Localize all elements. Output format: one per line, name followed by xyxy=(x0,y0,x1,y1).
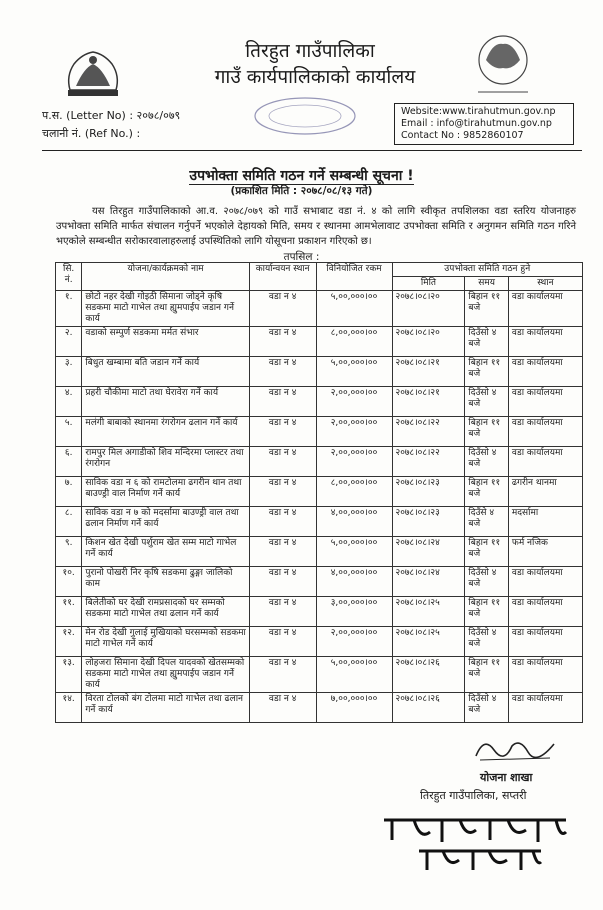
cell-name: लोहजरा सिमाना देखी दिपल यादवको खेतसम्मको सडकमा माटो गाभेल तथा ह्युमपाईप जडान गर्ने कार्य xyxy=(82,657,250,693)
projects-table xyxy=(55,262,583,723)
cell-location: वडा न ४ xyxy=(249,507,316,537)
cell-date: २०७८।०८।२५ xyxy=(392,597,465,627)
cell-location: वडा न ४ xyxy=(249,537,316,567)
cell-date: २०७८।०८।२६ xyxy=(392,657,465,693)
cell-time: दिउँसो ४ बजे xyxy=(465,567,508,597)
cell-sn: १. xyxy=(56,291,82,327)
cell-place: वडा कार्यालयमा xyxy=(508,387,582,417)
cell-date: २०७८।०८।२३ xyxy=(392,477,465,507)
cell-location: वडा न ४ xyxy=(249,567,316,597)
cell-amount: २,००,०००।०० xyxy=(316,627,392,657)
cell-place: वडा कार्यालयमा xyxy=(508,627,582,657)
cell-sn: ७. xyxy=(56,477,82,507)
cell-place: वडा कार्यालयमा xyxy=(508,291,582,327)
table-row xyxy=(56,567,583,597)
cell-name: किशन खेत देखी पर्शुराम खेत सम्म माटो गाभेल गर्ने कार्य xyxy=(82,537,250,567)
cell-location: वडा न ४ xyxy=(249,327,316,357)
cell-place: वडा कार्यालयमा xyxy=(508,447,582,477)
cell-location: वडा न ४ xyxy=(249,357,316,387)
published-date: (प्रकाशित मिति : २०७८/०८/१३ गते) xyxy=(230,185,373,197)
cell-time: बिहान ११ बजे xyxy=(465,291,508,327)
cell-sn: १२. xyxy=(56,627,82,657)
cell-name: विरता टोलको बंग टोलमा माटो गाभेल तथा ढलान गर्ने कार्य xyxy=(82,693,250,723)
table-row xyxy=(56,291,583,327)
cell-location: वडा न ४ xyxy=(249,693,316,723)
cell-sn: १३. xyxy=(56,657,82,693)
contact-box xyxy=(394,103,574,145)
cell-amount: ५,००,०००।०० xyxy=(316,291,392,327)
cell-time: दिउँसो ४ बजे xyxy=(465,387,508,417)
cell-place: फर्म नजिक xyxy=(508,537,582,567)
cell-name: साविक वडा न ६ को रामटोलमा ढगरीन थान तथा बाउण्ड्री वाल निर्माण गर्ने कार्य xyxy=(82,477,250,507)
cell-amount: २,००,०००।०० xyxy=(316,447,392,477)
cell-amount: २,००,०००।०० xyxy=(316,417,392,447)
cell-sn: ११. xyxy=(56,597,82,627)
cell-place: ढगरीन थानमा xyxy=(508,477,582,507)
header-time: समय xyxy=(465,277,508,291)
cell-time: बिहान ११ बजे xyxy=(465,477,508,507)
details-label: तपसिल : xyxy=(283,251,320,263)
office-subtitle: गाउँ कार्यपालिकाको कार्यालय xyxy=(214,66,416,88)
notice-title xyxy=(0,166,603,185)
cell-place: वडा कार्यालयमा xyxy=(508,567,582,597)
cell-location: वडा न ४ xyxy=(249,627,316,657)
cell-place: वडा कार्यालयमा xyxy=(508,693,582,723)
cell-time: दिउँसे ४ बजे xyxy=(465,507,508,537)
table-row xyxy=(56,657,583,693)
cell-date: २०७८।०८।२० xyxy=(392,291,465,327)
cell-amount: ४,००,०००।०० xyxy=(316,507,392,537)
header-name: योजना/कार्यक्रमको नाम xyxy=(82,263,250,291)
header-date: मिति xyxy=(392,277,465,291)
cell-sn: ३. xyxy=(56,357,82,387)
cell-location: वडा न ४ xyxy=(249,291,316,327)
cell-time: बिहान ११ बजे xyxy=(465,657,508,693)
cell-location: वडा न ४ xyxy=(249,657,316,693)
municipality-title: तिरहुत गाउँपालिका xyxy=(245,40,375,62)
cell-amount: ५,००,०००।०० xyxy=(316,537,392,567)
handwritten-department-icon xyxy=(415,844,545,874)
cell-amount: ७,००,०००।०० xyxy=(316,693,392,723)
email-text: Email : info@tirahutmun.gov.np xyxy=(401,118,552,129)
cell-sn: १४. xyxy=(56,693,82,723)
cell-date: २०७८।०८।२२ xyxy=(392,417,465,447)
cell-name: बिलेतीको घर देखी रामप्रसादको घर सम्मको सडकमा माटो गाभेल तथा ढलान गर्ने कार्य xyxy=(82,597,250,627)
signature-office: तिरहुत गाउँपालिका, सप्तरी xyxy=(420,789,527,802)
cell-amount: ५,००,०००।०० xyxy=(316,657,392,693)
cell-name: बिधुत खम्बामा बति जडान गर्ने कार्य xyxy=(82,357,250,387)
cell-name: पुरानो पोखरी निर कृषि सडकमा ढुङ्गा जालिको काम xyxy=(82,567,250,597)
cell-date: २०७८।०८।२४ xyxy=(392,567,465,597)
header-location: कार्यान्वयन स्थान xyxy=(249,263,316,291)
cell-date: २०७८।०८।२१ xyxy=(392,387,465,417)
cell-name: मेन रोड देखी गुलाई मुखियाको घरसम्मको सडकमा माटो गाभेल गर्ने कार्य xyxy=(82,627,250,657)
cell-name: प्रहरी चौकीमा माटो तथा घेरावेरा गर्ने कार्य xyxy=(82,387,250,417)
cell-location: वडा न ४ xyxy=(249,477,316,507)
cell-time: बिहान ११ बजे xyxy=(465,597,508,627)
table-row xyxy=(56,357,583,387)
notice-title-text: उपभोक्ता समिति गठन गर्ने सम्बन्धी सूचना ! xyxy=(189,168,414,184)
cell-date: २०७८।०८।२२ xyxy=(392,447,465,477)
cell-sn: २. xyxy=(56,327,82,357)
header-amount: विनियोजित रकम xyxy=(316,263,392,291)
cell-name: मलंगी बाबाको स्थानमा रंगरोगन ढलान गर्ने कार्य xyxy=(82,417,250,447)
cell-sn: ४. xyxy=(56,387,82,417)
cell-amount: ५,००,०००।०० xyxy=(316,357,392,387)
nepal-emblem-icon xyxy=(62,46,124,102)
cell-date: २०७८।०८।२१ xyxy=(392,357,465,387)
contact-number-text: Contact No : 9852860107 xyxy=(401,130,524,141)
table-row xyxy=(56,447,583,477)
cell-sn: ९. xyxy=(56,537,82,567)
cell-time: बिहान ११ बजे xyxy=(465,537,508,567)
cell-date: २०७८।०८।२० xyxy=(392,327,465,357)
office-stamp-icon xyxy=(250,95,360,137)
cell-amount: ४,००,०००।०० xyxy=(316,567,392,597)
cell-time: दिउँसो ४ बजे xyxy=(465,627,508,657)
cell-location: वडा न ४ xyxy=(249,597,316,627)
cell-amount: ३,००,०००।०० xyxy=(316,597,392,627)
signature-department: योजना शाखा xyxy=(480,771,533,784)
cell-date: २०७८।०८।२४ xyxy=(392,537,465,567)
cell-location: वडा न ४ xyxy=(249,447,316,477)
cell-place: वडा कार्यालयमा xyxy=(508,657,582,693)
cell-time: बिहान ११ बजे xyxy=(465,357,508,387)
cell-place: वडा कार्यालयमा xyxy=(508,327,582,357)
cell-date: २०७८।०८।२३ xyxy=(392,507,465,537)
cell-sn: ६. xyxy=(56,447,82,477)
reference-number: चलानी नं. (Ref No.) : xyxy=(42,127,141,140)
cell-place: वडा कार्यालयमा xyxy=(508,417,582,447)
cell-sn: १०. xyxy=(56,567,82,597)
cell-location: वडा न ४ xyxy=(249,417,316,447)
cell-time: बिहान ११ बजे xyxy=(465,417,508,447)
municipality-logo-icon xyxy=(468,30,538,102)
table-row xyxy=(56,417,583,447)
cell-name: वडाको सम्पुर्ण सडकमा मर्मत संभार xyxy=(82,327,250,357)
header-place: स्थान xyxy=(508,277,582,291)
table-row xyxy=(56,693,583,723)
cell-name: छोटो नहर देखी गोइठी सिमाना जोड्ने कृषि सडकमा माटो गाभेल तथा ह्युमपाईप जडान गर्ने कार्य xyxy=(82,291,250,327)
table-row xyxy=(56,327,583,357)
website-text: Website:www.tirahutmun.gov.np xyxy=(401,106,556,117)
header-committee-group: उपभोक्ता समिति गठन हुने xyxy=(392,263,582,277)
signature-scribble-icon xyxy=(470,732,560,766)
cell-amount: ८,००,०००।०० xyxy=(316,477,392,507)
table-row xyxy=(56,507,583,537)
cell-place: वडा कार्यालयमा xyxy=(508,357,582,387)
cell-time: दिउँसो ४ बजे xyxy=(465,447,508,477)
cell-location: वडा न ४ xyxy=(249,387,316,417)
letter-number: प.स. (Letter No) : २०७८/०७९ xyxy=(42,109,181,122)
cell-time: दिउँसो ४ बजे xyxy=(465,327,508,357)
header-sn: सि. नं. xyxy=(56,263,82,291)
cell-sn: ८. xyxy=(56,507,82,537)
cell-amount: २,००,०००।०० xyxy=(316,387,392,417)
cell-sn: ५. xyxy=(56,417,82,447)
table-row xyxy=(56,627,583,657)
cell-amount: ८,००,०००।०० xyxy=(316,327,392,357)
handwritten-name-icon xyxy=(380,812,570,846)
table-row xyxy=(56,387,583,417)
cell-date: २०७८।०८।२५ xyxy=(392,627,465,657)
cell-date: २०७८।०८।२६ xyxy=(392,693,465,723)
notice-body: यस तिरहुत गाउँपालिकाको आ.व. २०७८/०७९ को गाउँ सभाबाट वडा नं. ४ को लागि स्वीकृत तपशिलका वडा स्तरिय योजनाहरु उपभोक्ता समिति मार्फत संचालन गर्नुपर्ने भएकोले देहायको मिति, समय र स्थानमा आमभेलावाट उपभोक्ता समिति र अनुगमन समिति गठन गरिने भएकोले सम्बन्धीत सरोकारवालाहरुलाई उपस्थितिको लागि योसूचना प्रकाशन गरिएको छ। xyxy=(56,206,576,247)
cell-place: मदर्सामा xyxy=(508,507,582,537)
cell-time: दिउँसो ४ बजे xyxy=(465,693,508,723)
header-divider xyxy=(42,150,582,151)
table-row xyxy=(56,597,583,627)
cell-name: रामपुर मिल अगाडीको शिव मन्दिरमा प्लास्टर तथा रंगरोगन xyxy=(82,447,250,477)
table-row xyxy=(56,477,583,507)
cell-place: वडा कार्यालयमा xyxy=(508,597,582,627)
table-row xyxy=(56,537,583,567)
cell-name: साविक वडा न ७ को मदर्सामा बाउण्ड्री वाल तथा ढलान निर्माण गर्ने कार्य xyxy=(82,507,250,537)
